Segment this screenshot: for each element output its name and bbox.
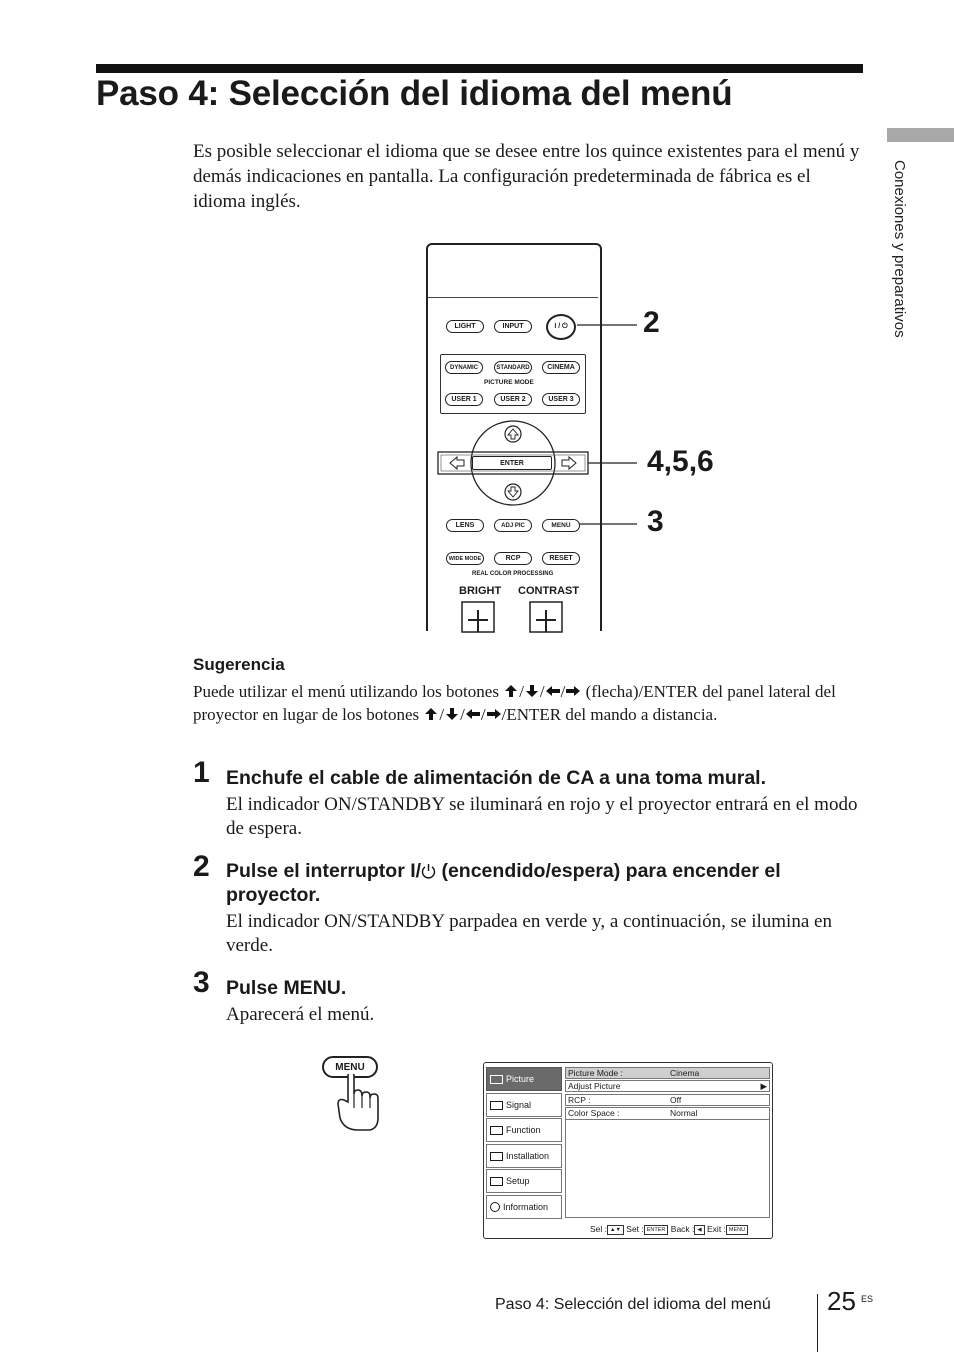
osd-row-label: RCP : (568, 1095, 591, 1105)
osd-row-color-space[interactable] (565, 1107, 770, 1120)
user1-button[interactable]: USER 1 (445, 393, 483, 406)
menu-button-illustration: MENU (322, 1056, 378, 1078)
rcp-label: REAL COLOR PROCESSING (472, 571, 554, 577)
remote-drawing (426, 240, 726, 640)
menu-tab-label: Picture (506, 1074, 535, 1084)
arrow-right-icon (565, 684, 581, 698)
step-2-heading-a: Pulse el interruptor I/ (226, 860, 422, 882)
function-icon (490, 1126, 503, 1135)
section-label-text: Conexiones y preparativos (891, 160, 908, 338)
hint-sel: Sel : (590, 1224, 608, 1234)
menu-tab-label: Information (503, 1202, 549, 1212)
info-icon (490, 1202, 500, 1212)
hint-exit: Exit : (707, 1224, 726, 1234)
step-1-body: El indicador ON/STANDBY se iluminará en rojo y el proyector entrará en el modo de espera. (226, 794, 858, 839)
osd-row-value: Normal (670, 1108, 698, 1118)
step-2-body: El indicador ON/STANDBY parpadea en verde y, a continuación, se ilumina en verde. (226, 911, 832, 956)
chevron-right-icon: ▶ (760, 1081, 767, 1091)
intro-paragraph: Es posible seleccionar el idioma que se desee entre los quince existentes para el menú y demás indicaciones en pantalla. La configuración predeterminada de fábrica es el idioma inglés. (193, 141, 860, 212)
page-number: 25 (827, 1286, 856, 1316)
tip-heading: Sugerencia (193, 655, 285, 674)
osd-content-area (565, 1120, 770, 1218)
hint-set: Set : (626, 1224, 644, 1234)
arrow-right-icon (486, 707, 502, 721)
tip-body: Puede utilizar el menú utilizando los botones / / / (flecha)/ENTER del panel lateral del proyector en lugar de los botones / / / /ENTER del mando a distancia. (193, 682, 836, 724)
footer-title: Paso 4: Selección del idioma del menú (495, 1296, 771, 1313)
projector-icon (490, 1152, 503, 1161)
arrow-up-icon (503, 684, 519, 698)
step-1-heading: Enchufe el cable de alimentación de CA a una toma mural. (226, 767, 767, 789)
step-2-number: 2 (193, 850, 210, 883)
left-key-icon: ◀ (694, 1225, 704, 1235)
user2-button[interactable]: USER 2 (494, 393, 532, 406)
osd-hint-bar (590, 1224, 748, 1235)
input-button[interactable]: INPUT (494, 320, 532, 333)
menu-tab-setup[interactable] (486, 1169, 562, 1193)
signal-icon (490, 1101, 503, 1110)
step-2-heading (226, 859, 862, 907)
step-1-number: 1 (193, 756, 210, 789)
section-label (880, 160, 910, 400)
picture-icon (490, 1075, 503, 1084)
osd-row-adjust-picture[interactable] (565, 1080, 770, 1092)
standard-button[interactable]: STANDARD (494, 361, 532, 374)
osd-row-value: Cinema (670, 1068, 700, 1078)
callout-456: 4,5,6 (647, 445, 714, 478)
title-rule (96, 64, 863, 73)
arrow-keys-icon: ▲▼ (607, 1225, 624, 1235)
step-3-number: 3 (193, 966, 210, 999)
menu-tab-signal[interactable] (486, 1093, 562, 1117)
menu-key-icon: MENU (726, 1225, 748, 1235)
hint-back: Back : (670, 1224, 695, 1234)
tip-text-1: Puede utilizar el menú utilizando los botones (193, 682, 504, 701)
tip-text-3: /ENTER del mando a distancia. (501, 705, 718, 724)
osd-row-rcp[interactable] (565, 1094, 770, 1106)
menu-tab-label: Function (506, 1125, 541, 1135)
menu-tab-information[interactable] (486, 1195, 562, 1219)
section-tab (887, 128, 954, 142)
rcp-button[interactable]: RCP (494, 552, 532, 565)
arrow-down-icon (444, 707, 460, 721)
step-3-body: Aparecerá el menú. (226, 1004, 375, 1025)
menu-remote-button[interactable]: MENU (542, 519, 580, 532)
step-2-heading-b: (encendido/espera) para encender el proyector. (226, 860, 781, 906)
adj-pic-button[interactable]: ADJ PIC (494, 519, 532, 532)
contrast-label: CONTRAST (518, 585, 580, 597)
footer-divider (817, 1294, 818, 1352)
osd-row-label: Color Space : (568, 1108, 620, 1118)
osd-row-value: Off (670, 1095, 682, 1105)
dynamic-button[interactable]: DYNAMIC (445, 361, 483, 374)
power-icon (421, 863, 436, 879)
enter-key-icon: ENTER (644, 1225, 669, 1235)
osd-row-label: Adjust Picture (568, 1081, 621, 1091)
wide-mode-button[interactable]: WIDE MODE (446, 552, 484, 565)
menu-tab-label: Setup (506, 1176, 530, 1186)
menu-tab-label: Signal (506, 1100, 532, 1110)
arrow-down-icon (524, 684, 540, 698)
arrow-left-icon (465, 707, 481, 721)
bright-label: BRIGHT (459, 585, 502, 597)
osd-row-label: Picture Mode : (568, 1068, 623, 1078)
reset-button[interactable]: RESET (542, 552, 580, 565)
menu-tab-label: Installation (506, 1151, 550, 1161)
light-button[interactable]: LIGHT (446, 320, 484, 333)
step-3-heading: Pulse MENU. (226, 977, 347, 999)
arrow-up-icon (423, 707, 439, 721)
menu-tab-installation[interactable] (486, 1144, 562, 1168)
picture-mode-label: PICTURE MODE (484, 379, 534, 386)
page-language: ES (861, 1294, 874, 1304)
menu-tab-function[interactable] (486, 1118, 562, 1142)
page-title: Paso 4: Selección del idioma del menú (96, 74, 733, 113)
arrow-left-icon (545, 684, 561, 698)
toolbox-icon (490, 1177, 503, 1186)
osd-row-picture-mode[interactable] (565, 1067, 770, 1079)
lens-button[interactable]: LENS (446, 519, 484, 532)
power-button[interactable]: I / ⏻ (546, 314, 576, 340)
menu-tab-picture[interactable] (486, 1067, 562, 1091)
tip-text-2: (flecha)/ENTER del panel lateral del proyector en lugar de los botones (193, 682, 836, 724)
callout-2: 2 (643, 306, 660, 339)
pointing-hand-icon (330, 1074, 386, 1134)
cinema-button[interactable]: CINEMA (542, 361, 580, 374)
user3-button[interactable]: USER 3 (542, 393, 580, 406)
callout-3: 3 (647, 505, 664, 538)
enter-button[interactable]: ENTER (472, 456, 552, 470)
